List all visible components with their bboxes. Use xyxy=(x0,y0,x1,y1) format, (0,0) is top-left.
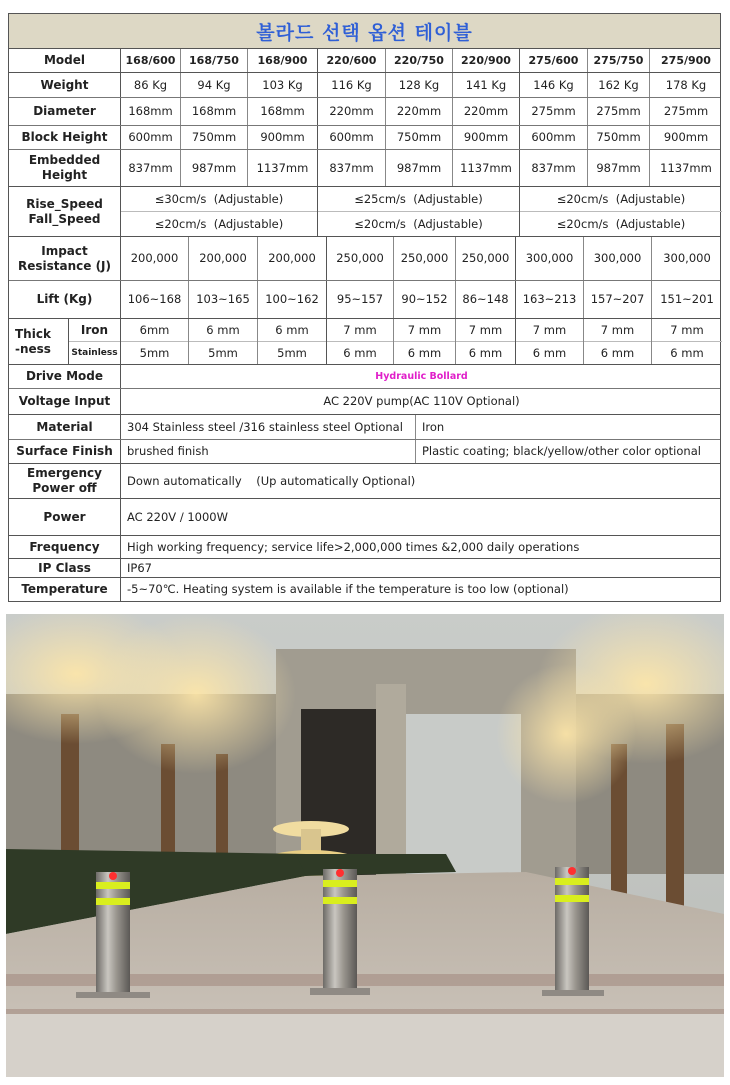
label-impact-resistance-line1: Impact xyxy=(41,243,88,258)
iron-thickness-value: 6mm xyxy=(121,319,188,342)
row-block-height xyxy=(9,126,720,150)
model-header-6: 220/900 xyxy=(453,49,520,72)
diameter-value-6: 220mm xyxy=(453,98,520,125)
label-frequency: Frequency xyxy=(9,536,121,558)
value-surface-iron: Plastic coating; black/yellow/other color optional xyxy=(422,444,701,459)
embedded-height-value-3: 1137mm xyxy=(248,150,318,186)
value-material-iron: Iron xyxy=(422,419,445,434)
label-speed-line2: Fall_Speed xyxy=(28,211,101,226)
label-embedded-height-line2: Height xyxy=(41,168,88,182)
label-temperature: Temperature xyxy=(9,578,121,601)
impact-value-6: 250,000 xyxy=(456,237,516,280)
label-speed xyxy=(9,187,121,236)
fall-speed-value-1: ≤20cm/s (Adjustable) xyxy=(154,217,284,232)
embedded-height-value-2: 987mm xyxy=(181,150,248,186)
block-height-value-1: 600mm xyxy=(121,126,181,149)
row-surface-finish xyxy=(9,440,720,464)
block-height-value-2: 750mm xyxy=(181,126,248,149)
iron-thickness-value: 7 mm xyxy=(652,319,722,342)
stainless-thickness-value: 6 mm xyxy=(600,346,635,361)
row-impact xyxy=(9,237,720,281)
thickness-column-3 xyxy=(258,319,327,364)
label-power: Power xyxy=(9,499,121,535)
iron-thickness-value: 7 mm xyxy=(456,319,515,342)
block-height-value-4: 600mm xyxy=(318,126,386,149)
impact-value-7: 300,000 xyxy=(516,237,584,280)
thickness-column-8 xyxy=(584,319,652,364)
row-lift xyxy=(9,281,720,319)
weight-value-5: 128 Kg xyxy=(386,73,453,97)
label-lift: Lift (Kg) xyxy=(9,281,121,318)
stainless-thickness-value: 6 mm xyxy=(407,346,442,361)
impact-value-9: 300,000 xyxy=(663,251,711,266)
lift-value-1: 106~168 xyxy=(121,281,189,318)
impact-value-3: 200,000 xyxy=(258,237,327,280)
table-title: 볼라드 선택 옵션 테이블 xyxy=(9,14,720,49)
row-power xyxy=(9,499,720,536)
rise-speed-value-2: ≤25cm/s (Adjustable) xyxy=(318,187,519,212)
iron-thickness-value: 6 mm xyxy=(189,319,257,342)
lift-value-8: 157~207 xyxy=(584,281,652,318)
label-impact-resistance-line2: Resistance (J) xyxy=(17,258,112,273)
impact-value-8: 300,000 xyxy=(584,237,652,280)
value-surface-stainless: brushed finish xyxy=(121,440,416,463)
embedded-height-value-9: 1137mm xyxy=(660,160,712,175)
rise-speed-value-3: ≤20cm/s (Adjustable) xyxy=(520,187,722,212)
label-impact-resistance xyxy=(9,237,121,280)
label-model: Model xyxy=(9,49,121,72)
row-frequency xyxy=(9,536,720,559)
impact-value-2: 200,000 xyxy=(189,237,258,280)
thickness-column-1 xyxy=(121,319,189,364)
thickness-material-labels xyxy=(69,319,121,364)
model-header-8: 275/750 xyxy=(588,49,650,72)
model-header-4: 220/600 xyxy=(318,49,386,72)
embedded-height-value-8: 987mm xyxy=(588,150,650,186)
label-thickness-line1: Thick xyxy=(15,326,51,341)
block-height-value-5: 750mm xyxy=(386,126,453,149)
value-power: AC 220V / 1000W xyxy=(127,509,228,524)
lift-value-9: 151~201 xyxy=(660,292,714,307)
label-speed-line1: Rise_Speed xyxy=(26,196,103,211)
stainless-thickness-value: 5mm xyxy=(139,346,170,361)
label-thickness-line2: -ness xyxy=(15,341,51,356)
embedded-height-value-7: 837mm xyxy=(520,150,588,186)
impact-value-4: 250,000 xyxy=(327,237,394,280)
label-voltage-input: Voltage Input xyxy=(9,389,121,414)
speed-group-2 xyxy=(318,187,520,236)
iron-thickness-value: 7 mm xyxy=(516,319,583,342)
label-ip-class: IP Class xyxy=(9,559,121,577)
weight-value-2: 94 Kg xyxy=(181,73,248,97)
embedded-height-value-6: 1137mm xyxy=(453,150,520,186)
model-header-5: 220/750 xyxy=(386,49,453,72)
model-header-9: 275/900 xyxy=(661,53,711,67)
value-ip-class: IP67 xyxy=(127,560,152,575)
rise-speed-value-1: ≤30cm/s (Adjustable) xyxy=(121,187,317,212)
row-diameter xyxy=(9,98,720,126)
lift-value-6: 86~148 xyxy=(456,281,516,318)
label-material: Material xyxy=(9,415,121,439)
iron-thickness-value: 7 mm xyxy=(584,319,651,342)
row-emergency-power-off xyxy=(9,464,720,499)
value-voltage-input: AC 220V pump(AC 110V Optional) xyxy=(323,394,520,409)
label-stainless: Stainless xyxy=(71,347,118,358)
value-temperature: -5~70℃. Heating system is available if the temperature is too low (optional) xyxy=(127,582,569,597)
value-drive-mode: Hydraulic Bollard xyxy=(375,370,468,382)
speed-group-3 xyxy=(520,187,722,236)
stainless-thickness-value: 6 mm xyxy=(343,346,377,361)
label-emergency-line2: Power off xyxy=(32,481,97,495)
diameter-value-5: 220mm xyxy=(386,98,453,125)
embedded-height-value-1: 837mm xyxy=(121,150,181,186)
row-temperature xyxy=(9,578,720,601)
thickness-column-6 xyxy=(456,319,516,364)
label-drive-mode: Drive Mode xyxy=(9,365,121,388)
fall-speed-value-2: ≤20cm/s (Adjustable) xyxy=(354,217,483,232)
diameter-value-4: 220mm xyxy=(318,98,386,125)
iron-thickness-value: 7 mm xyxy=(394,319,455,342)
label-emergency-line1: Emergency xyxy=(27,466,102,480)
embedded-height-value-5: 987mm xyxy=(386,150,453,186)
block-height-value-3: 900mm xyxy=(248,126,318,149)
photo-scene xyxy=(6,614,724,1077)
bollard-spec-table xyxy=(8,13,721,602)
weight-value-1: 86 Kg xyxy=(121,73,181,97)
value-emergency-power-off: Down automatically (Up automatically Optional) xyxy=(127,473,416,488)
label-embedded-height-line1: Embedded xyxy=(28,153,101,167)
row-embedded-height xyxy=(9,150,720,187)
weight-value-7: 146 Kg xyxy=(520,73,588,97)
weight-value-8: 162 Kg xyxy=(588,73,650,97)
weight-value-6: 141 Kg xyxy=(453,73,520,97)
label-diameter: Diameter xyxy=(9,98,121,125)
weight-value-3: 103 Kg xyxy=(248,73,318,97)
row-ip-class xyxy=(9,559,720,578)
fall-speed-value-3: ≤20cm/s (Adjustable) xyxy=(556,217,686,232)
stainless-thickness-value: 6 mm xyxy=(532,346,567,361)
embedded-height-value-4: 837mm xyxy=(318,150,386,186)
block-height-value-6: 900mm xyxy=(453,126,520,149)
lift-value-4: 95~157 xyxy=(327,281,394,318)
lift-value-3: 100~162 xyxy=(258,281,327,318)
label-thickness xyxy=(9,319,69,364)
impact-value-5: 250,000 xyxy=(394,237,456,280)
block-height-value-9: 900mm xyxy=(663,130,709,145)
thickness-column-4 xyxy=(327,319,394,364)
model-header-1: 168/600 xyxy=(121,49,181,72)
stainless-thickness-value: 5mm xyxy=(208,346,238,361)
row-thickness xyxy=(9,319,720,365)
thickness-column-5 xyxy=(394,319,456,364)
row-speed xyxy=(9,187,720,237)
diameter-value-2: 168mm xyxy=(181,98,248,125)
iron-thickness-value: 6 mm xyxy=(258,319,326,342)
impact-value-1: 200,000 xyxy=(121,237,189,280)
row-drive-mode xyxy=(9,365,720,389)
row-weight xyxy=(9,73,720,98)
stainless-thickness-value: 6 mm xyxy=(670,346,704,361)
value-material-stainless: 304 Stainless steel /316 stainless steel Optional xyxy=(121,415,416,439)
stainless-thickness-value: 6 mm xyxy=(468,346,503,361)
diameter-value-1: 168mm xyxy=(121,98,181,125)
row-model xyxy=(9,49,720,73)
model-header-3: 168/900 xyxy=(248,49,318,72)
row-voltage-input xyxy=(9,389,720,415)
stainless-thickness-value: 5mm xyxy=(277,346,307,361)
block-height-value-7: 600mm xyxy=(520,126,588,149)
bollard-installation-photo xyxy=(6,614,724,1077)
label-embedded-height xyxy=(9,150,121,186)
block-height-value-8: 750mm xyxy=(588,126,650,149)
diameter-value-7: 275mm xyxy=(520,98,588,125)
label-iron: Iron xyxy=(69,319,120,342)
speed-group-1 xyxy=(121,187,318,236)
label-surface-finish: Surface Finish xyxy=(9,440,121,463)
lift-value-5: 90~152 xyxy=(394,281,456,318)
row-material xyxy=(9,415,720,440)
thickness-column-9 xyxy=(652,319,722,364)
iron-thickness-value: 7 mm xyxy=(327,319,393,342)
value-frequency: High working frequency; service life>2,000,000 times &2,000 daily operations xyxy=(127,539,580,554)
diameter-value-3: 168mm xyxy=(248,98,318,125)
label-weight: Weight xyxy=(9,73,121,97)
weight-value-9: 178 Kg xyxy=(665,77,707,92)
model-header-2: 168/750 xyxy=(181,49,248,72)
weight-value-4: 116 Kg xyxy=(318,73,386,97)
label-block-height: Block Height xyxy=(9,126,121,149)
lift-value-2: 103~165 xyxy=(189,281,258,318)
lift-value-7: 163~213 xyxy=(516,281,584,318)
thickness-column-7 xyxy=(516,319,584,364)
diameter-value-8: 275mm xyxy=(588,98,650,125)
model-header-7: 275/600 xyxy=(520,49,588,72)
diameter-value-9: 275mm xyxy=(663,104,709,119)
thickness-column-2 xyxy=(189,319,258,364)
label-emergency-power-off xyxy=(9,464,121,498)
